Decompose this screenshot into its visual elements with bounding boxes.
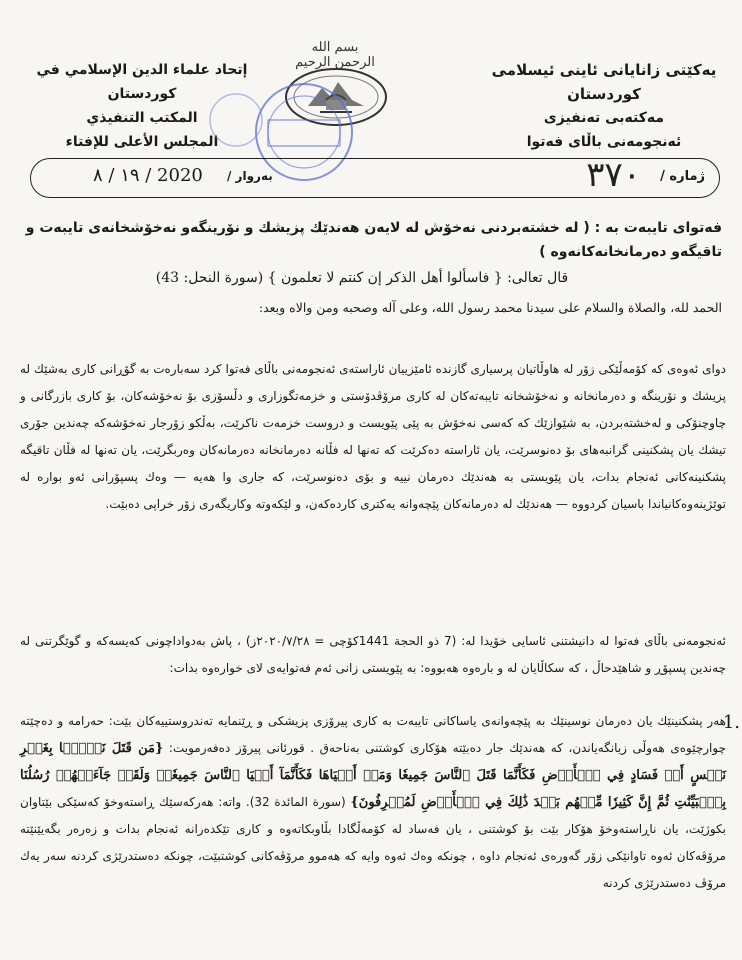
- item-number: 1.: [722, 712, 740, 733]
- fatwa-item-1: [20, 708, 726, 897]
- item-text-a: هەر پشکنینێك یان دەرمان نوسینێك بە پێچەوانەی یاساکانی تایبەت بە کاری پیرۆزی پزیشکی و ڕێنمایە تەندروستییەکان بێت: حەرامە و دەچێتە چوارچێوەی هەوڵی زیانگەیاندن، کە هەندێك جار دەبێتە هۆکاری کوشتنی بەناحەق . قورئانی پیرۆز دەفەرمویت:: [20, 714, 726, 755]
- quran-verse: قال تعالى: { فاسألوا أهل الذكر إن كنتم لا تعلمون } (سورة النحل: 43): [155, 270, 569, 286]
- reference-number: ٣٧٠: [586, 155, 641, 195]
- reference-number-label: ژمارە /: [660, 169, 705, 184]
- item-text-b: واتە: هەرکەسێك ڕاستەوخۆ کەسێکی بێتاوان بکوژێت، یان ناڕاستەوخۆ هۆکار بێت بۆ کوشتنی ، یان فەساد لە کۆمەڵگادا بڵاوبکاتەوە و کاری تێکدەرانە ئەنجام بدات و زەرەر بگەیێنێتە مرۆڤەکان ئەوە تاوانێکی زۆر گەورەی ئەنجام داوە ، چونکە وەك ئەوە وایە کە هەموو مرۆڤەکانی کوشتبێت، چونکە دەستدرێژی کردنە سەر یەك مرۆڤ دەستدرێژی کردنە: [20, 795, 726, 890]
- basmala-calligraphy: بسم الله الرحمن الرحيم: [295, 40, 375, 70]
- council-name-kurdish: ئەنجومەنی باڵای فەتوا: [526, 134, 682, 150]
- date-value: ١٩ / ٨ / 2020: [93, 165, 203, 186]
- org-name-kurdish: یەکێتی زانایانی ئاینی ئیسلامی کوردستان: [491, 61, 717, 103]
- fatwa-subject: فەتوای تایبەت بە : ( لە خشتەبردنی نەخۆش لە لایەن هەندێك پزیشك و نۆرینگەو نەخۆشخانەی تایبەت و تاقیگەو دەرمانخانەکانەوە ): [25, 220, 722, 260]
- quran-citation: (سورة المائدة 32).: [245, 795, 346, 809]
- header-kurdish: [484, 58, 724, 154]
- opening-praise: الحمد لله، والصلاة والسلام على سيدنا محمد رسول الله، وعلى آله وصحبه ومن والاه وبعد:: [258, 300, 722, 315]
- reference-box: [30, 155, 720, 198]
- date-label: بەروار /: [227, 169, 273, 183]
- office-name-arabic: المكتب التنفيذي: [86, 110, 198, 126]
- quran-quote: {مَن قَتَلَ نَفۡسَۢا بِغَيۡرِ نَفۡسٍ أَوۡ فَسَادٍ فِي ٱلۡأَرۡضِ فَكَأَنَّمَا قَتَلَ ٱلنَّاسَ جَمِيعٗا وَمَنۡ أَحۡيَاهَا فَكَأَنَّمَآ أَحۡيَا ٱلنَّاسَ جَمِيعٗاۚ وَلَقَدۡ جَآءَتۡهُمۡ رُسُلُنَا بِٱلۡبَيِّنَٰتِ ثُمَّ إِنَّ كَثِيرٗا مِّنۡهُم بَعۡدَ ذَٰلِكَ فِي ٱلۡأَرۡضِ لَمُسۡرِفُونَ}: [20, 741, 726, 810]
- paragraph-intro: دوای ئەوەی کە کۆمەڵێکی زۆر لە هاوڵاتیان پرسیاری گازندە ئامێزییان ئاراستەی ئەنجومەنی باڵای فەتوا کرد سەبارەت بە گۆڕانی کاری بەشێك لە پزیشك و نۆرینگە و دەرمانخانە و نەخۆشخانە تایبەتەکان لە کاری مرۆڤدۆستی و خزمەتگوزاری و دڵسۆزی بۆ نەخۆشەکان، بۆ کاری بازرگانی و چاوچنۆکی و لەخشتەبردن، بە شێوازێك کە کەسی نەخۆش بە پێی پێویست و دروست خزمەت ناکرێت، بەڵکو زۆرجار نەخۆشەکە چەندین جۆری تیشك یان پشکنینی گرانبەهای بۆ دەنوسرێت، یان ئاراستە دەکرێت کە تەنها لە فڵانە دەرمانخانە دەرمانەکان وەربگرێت، یان تەنها لە فڵان تاقیگە پشکنینەکانی ئەنجام بدات، یان پێویستی بە هەندێك دەرمان نییە و بۆی دەنوسرێت، کە جاری وا هەیە — وەك پسپۆرانی ئەو بوارە لە توێژینەوەکانیاندا باسیان کردووە — هەندێك لە دەرمانەکان پێچەوانە یەکتری کاردەکەن، و لێکەوتە وکاریگەری زۆر خراپی دەبێت.: [20, 362, 726, 511]
- paragraph-session: ئەنجومەنی باڵای فەتوا لە دانیشتنی ئاسایی خۆیدا لە: (7 ذو الحجة 1441كۆچی = ٢٠٢٠/٧/٢٨ز) ، پاش بەدواداچونی کەیسەکە و گوێگرتنی لە چەندین پسپۆڕ و شاهێدحاڵ ، کە سکاڵایان لە و بارەوە هەبووە: بە پێویستی زانی ئەم فەتوایەی لای خوارەوە بدات:: [20, 634, 727, 675]
- org-name-arabic: إتحاد علماء الدين الإسلامي في كوردستان: [36, 62, 248, 102]
- council-name-arabic: المجلس الأعلى للإفتاء: [65, 134, 219, 150]
- office-name-kurdish: مەکتەبی تەنفیزی: [543, 110, 665, 126]
